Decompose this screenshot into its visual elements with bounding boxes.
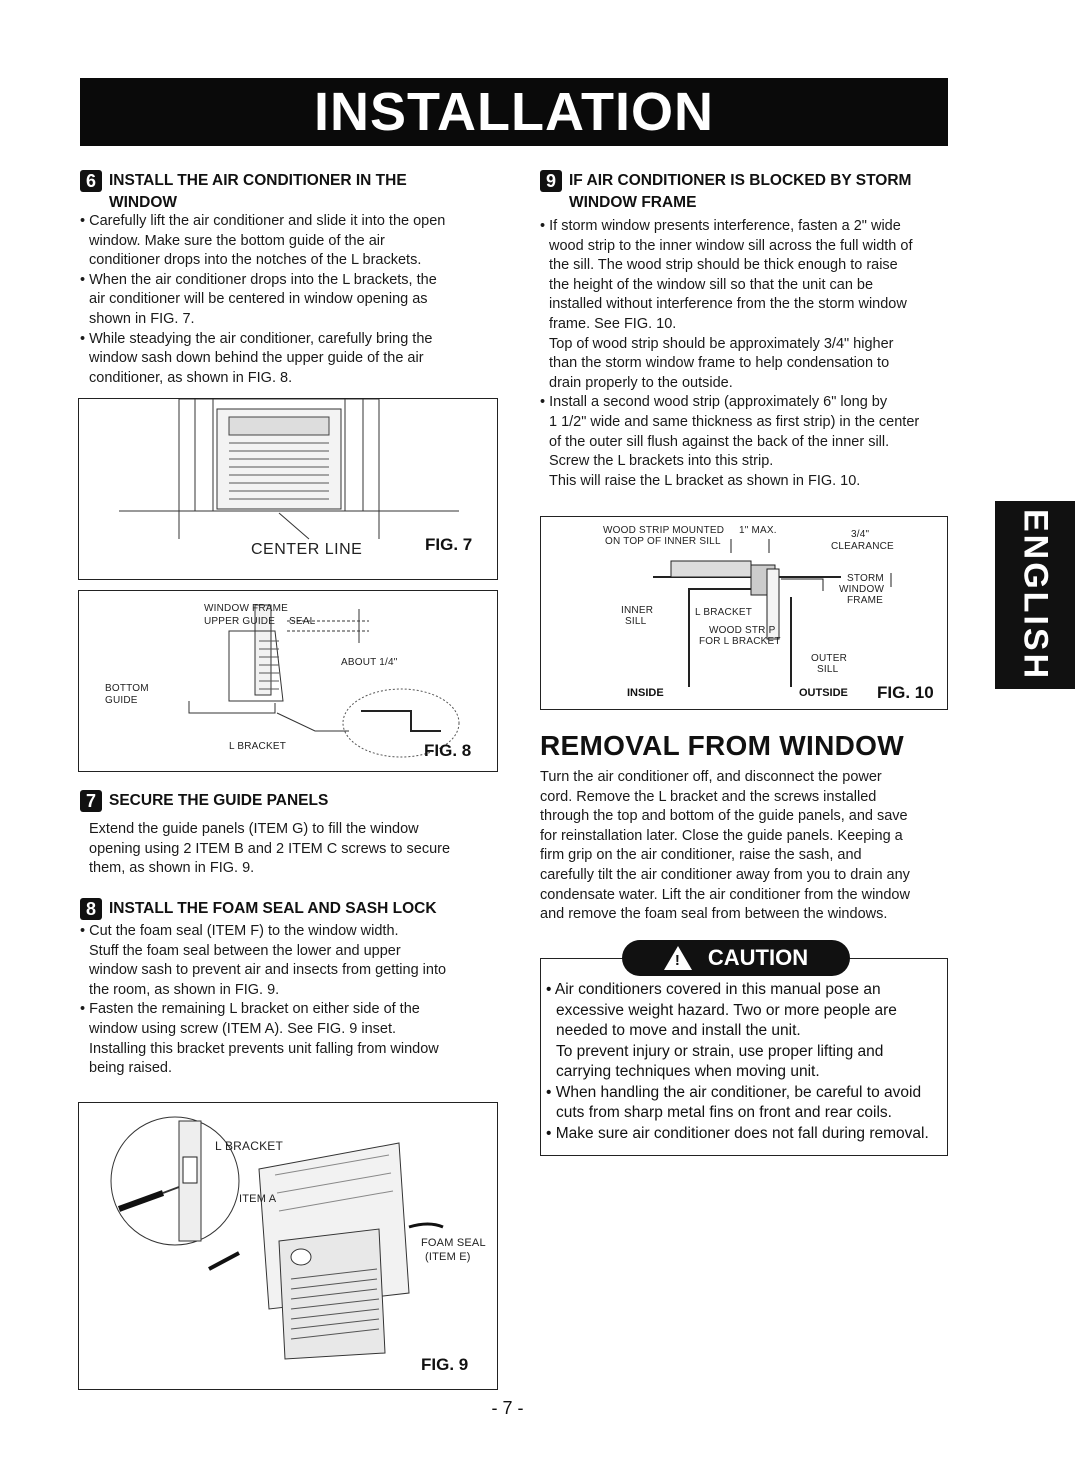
s8-line: • Fasten the remaining L bracket on either side of the	[80, 1001, 420, 1018]
page-number: - 7 -	[491, 1398, 524, 1418]
s8-line: window sash to prevent air and insects from getting into	[89, 962, 447, 979]
fig9-label: FIG. 9	[421, 1355, 469, 1374]
s6-line: • When the air conditioner drops into the L brackets, the	[80, 271, 437, 288]
s9-line: the sill. The wood strip should be thick enough to raise	[549, 257, 898, 274]
s8-line: the room, as shown in FIG. 9.	[89, 981, 280, 998]
fig7-label: FIG. 7	[425, 535, 473, 554]
caution-body	[546, 980, 944, 1144]
fig10-l-bracket: L BRACKET	[695, 607, 753, 618]
caution-header	[622, 940, 850, 976]
s8-line: window using screw (ITEM A). See FIG. 9 inset.	[89, 1020, 397, 1037]
s6-line: conditioner drops into the notches of the L brackets.	[89, 252, 422, 269]
caution-title: CAUTION	[707, 945, 809, 970]
caution-line: excessive weight hazard. Two or more people are	[556, 1001, 897, 1019]
s7-line: Extend the guide panels (ITEM G) to fill the window	[89, 821, 419, 837]
fig8-about: ABOUT 1/4"	[341, 657, 398, 668]
step-number-6: 6	[80, 170, 102, 192]
fig10-storm: STORM	[847, 573, 884, 584]
fig10-outer: OUTER	[811, 653, 847, 664]
s9-line: than the storm window frame to help condensation to	[549, 355, 890, 372]
fig10-on-top-of-inner-sill: ON TOP OF INNER SILL	[605, 536, 721, 547]
s6-line: • While steadying the air conditioner, carefully bring the	[80, 330, 433, 347]
fig8-l-bracket: L BRACKET	[229, 741, 287, 752]
section-9-heading	[540, 170, 960, 213]
fig10-for-l-bracket: FOR L BRACKET	[699, 636, 781, 647]
fig9-item-e: (ITEM E)	[425, 1251, 471, 1263]
section-8-title: INSTALL THE FOAM SEAL AND SASH LOCK	[109, 900, 437, 917]
section-9-title-cont: WINDOW FRAME	[569, 194, 697, 211]
section-6-title: INSTALL THE AIR CONDITIONER IN THE	[109, 172, 407, 189]
s8-line: Installing this bracket prevents unit falling from window	[89, 1040, 439, 1057]
s9-line: drain properly to the outside.	[549, 374, 733, 391]
removal-line: and remove the foam seal from between the windows.	[540, 906, 888, 923]
fig10-wood-strip-mounted: WOOD STRIP MOUNTED	[603, 525, 725, 536]
fig10-clearance: CLEARANCE	[831, 541, 894, 552]
figure-10	[540, 516, 948, 710]
section-7-body	[89, 820, 501, 879]
section-6-title-cont: WINDOW	[109, 194, 178, 211]
fig10-inside: INSIDE	[627, 687, 664, 699]
s6-line: air conditioner will be centered in window opening as	[89, 291, 428, 308]
removal-line: carefully tilt the air conditioner away from you to drain any	[540, 866, 910, 883]
fig10-clearance-value: 3/4"	[851, 529, 870, 540]
s9-line: Top of wood strip should be approximately 3/4" higher	[549, 335, 894, 352]
warning-icon: !	[664, 946, 692, 970]
section-9-title: IF AIR CONDITIONER IS BLOCKED BY STORM	[569, 172, 912, 189]
fig9-foam-seal: FOAM SEAL	[421, 1237, 486, 1249]
fig9-item-a: ITEM A	[239, 1193, 277, 1205]
s6-line: window. Make sure the bottom guide of the air	[89, 232, 385, 249]
section-8-body	[80, 922, 500, 1079]
section-7-title: SECURE THE GUIDE PANELS	[109, 792, 329, 809]
s8-line: being raised.	[89, 1060, 173, 1077]
language-tab-label: ENGLISH	[1016, 508, 1055, 682]
removal-line: for reinstallation later. Close the guide panels. Keeping a	[540, 827, 903, 844]
section-8-heading	[80, 898, 500, 920]
s9-line: Screw the L brackets into this strip.	[549, 453, 774, 470]
s9-line: frame. See FIG. 10.	[549, 315, 677, 332]
s9-line: of the outer sill flush against the back of the inner sill.	[549, 433, 890, 450]
caution-line: • Air conditioners covered in this manual pose an	[546, 981, 881, 998]
step-number-8: 8	[80, 898, 102, 920]
language-tab	[995, 501, 1075, 689]
figure-7	[78, 398, 498, 580]
s6-line: window sash down behind the upper guide of the air	[89, 350, 424, 367]
section-7-heading	[80, 790, 500, 812]
s9-line: installed without interference from the the storm window	[549, 296, 907, 313]
page-banner	[80, 78, 948, 146]
removal-line: firm grip on the air conditioner, raise the sash, and	[540, 847, 862, 864]
fig8-bottom: BOTTOM	[105, 683, 149, 694]
section-9-body	[540, 217, 960, 491]
fig10-outer-sill: SILL	[817, 664, 839, 675]
fig10-label: FIG. 10	[877, 683, 934, 702]
fig10-frame: FRAME	[847, 595, 883, 606]
fig8-guide: GUIDE	[105, 695, 138, 706]
s9-line: wood strip to the inner window sill across the full width of	[549, 237, 913, 254]
removal-body	[540, 768, 960, 925]
caution-line: carrying techniques when moving unit.	[556, 1063, 820, 1080]
removal-title: REMOVAL FROM WINDOW	[540, 730, 904, 761]
fig7-caption: CENTER LINE	[251, 541, 363, 558]
s9-line: the height of the window sill so that the unit can be	[549, 276, 874, 293]
caution-line: • Make sure air conditioner does not fall during removal.	[546, 1124, 929, 1142]
fig9-l-bracket: L BRACKET	[215, 1139, 284, 1153]
s9-line: • Install a second wood strip (approximately 6" long by	[540, 394, 888, 411]
s9-line: • If storm window presents interference, fasten a 2" wide	[540, 218, 901, 234]
fig8-label: FIG. 8	[424, 741, 472, 760]
removal-line: cord. Remove the L bracket and the screws installed	[540, 788, 877, 805]
removal-line: condensate water. Lift the air conditioner from the window	[540, 886, 910, 903]
section-6-heading	[80, 170, 500, 213]
caution-line: • When handling the air conditioner, be careful to avoid	[546, 1083, 922, 1101]
s6-line: • Carefully lift the air conditioner and slide it into the open	[80, 213, 446, 229]
s7-line: opening using 2 ITEM B and 2 ITEM C screws to secure	[89, 840, 451, 857]
s9-line: 1 1/2" wide and same thickness as first strip) in the center	[549, 413, 920, 430]
removal-line: Turn the air conditioner off, and disconnect the power	[540, 769, 882, 785]
removal-line: through the top and bottom of the guide panels, and save	[540, 808, 908, 825]
fig10-outside: OUTSIDE	[799, 687, 848, 699]
s8-line: Stuff the foam seal between the lower and upper	[89, 942, 401, 959]
step-number-9: 9	[540, 170, 562, 192]
caution-line: To prevent injury or strain, use proper lifting and	[556, 1042, 884, 1060]
fig8-seal: SEAL	[289, 616, 316, 627]
fig10-window: WINDOW	[839, 584, 885, 595]
fig10-inner: INNER	[621, 605, 654, 616]
s7-line: them, as shown in FIG. 9.	[89, 860, 255, 877]
fig10-inner-sill: SILL	[625, 616, 647, 627]
fig8-window-frame: WINDOW FRAME	[204, 603, 289, 614]
step-number-7: 7	[80, 790, 102, 812]
s8-line: • Cut the foam seal (ITEM F) to the window width.	[80, 923, 399, 939]
s6-line: shown in FIG. 7.	[89, 310, 195, 327]
fig10-max: 1" MAX.	[739, 525, 777, 536]
figure-9	[78, 1102, 498, 1390]
banner-title: INSTALLATION	[314, 82, 714, 142]
figure-8	[78, 590, 498, 772]
section-6-body	[80, 212, 500, 388]
caution-line: cuts from sharp metal fins on front and rear coils.	[556, 1104, 892, 1121]
caution-line: needed to move and install the unit.	[556, 1022, 801, 1039]
fig10-wood-strip: WOOD STRIP	[709, 625, 776, 636]
s6-line: conditioner, as shown in FIG. 8.	[89, 369, 293, 386]
fig8-upper-guide: UPPER GUIDE	[204, 616, 276, 627]
s9-line: This will raise the L bracket as shown in FIG. 10.	[549, 472, 861, 489]
